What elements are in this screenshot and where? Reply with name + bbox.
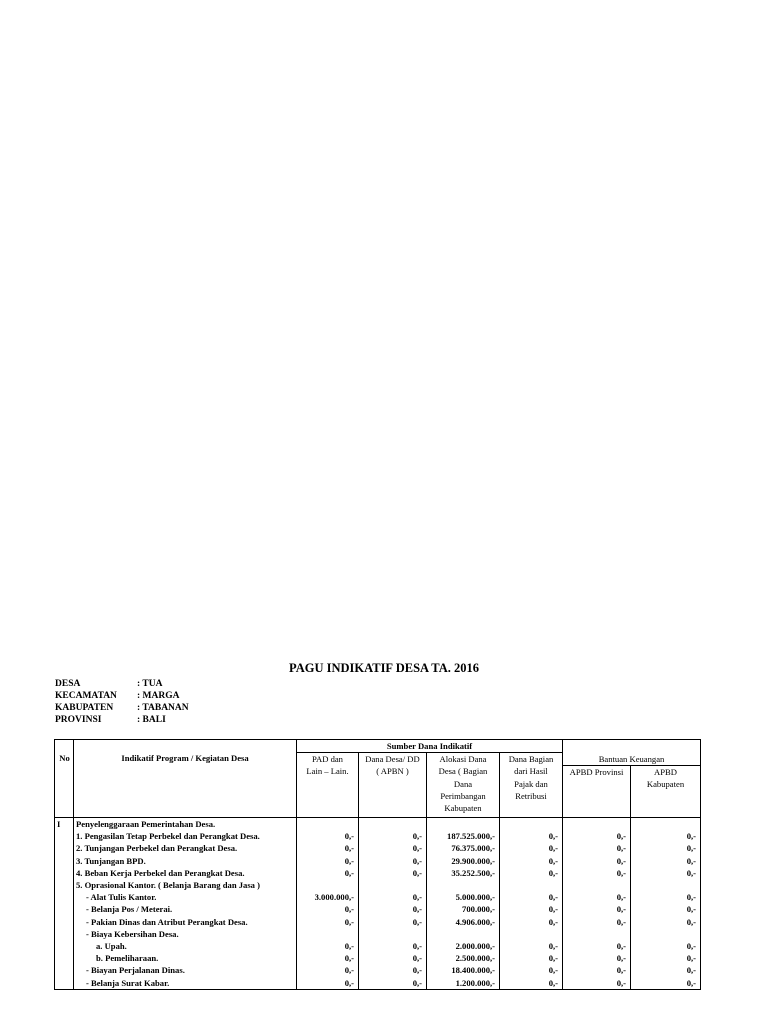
row-value: 0,-	[297, 952, 359, 964]
row-value: 29.900.000,-	[427, 855, 500, 867]
row-value: 0,-	[500, 916, 563, 928]
row-value	[359, 817, 427, 830]
row-value	[631, 817, 701, 830]
row-value: 0,-	[359, 916, 427, 928]
row-value: 0,-	[359, 964, 427, 976]
header-alokasi-line: Perimbangan	[440, 790, 486, 801]
row-value: 0,-	[563, 940, 631, 952]
row-number	[55, 842, 74, 854]
row-value: 4.906.000,-	[427, 916, 500, 928]
row-value: 1.200.000,-	[427, 977, 500, 990]
header-pad-line: Lain – Lain.	[306, 766, 349, 777]
row-value: 2.000.000,-	[427, 940, 500, 952]
row-value	[359, 879, 427, 891]
row-label: - Belanja Surat Kabar.	[74, 977, 297, 990]
table-body	[55, 817, 701, 989]
row-value: 5.000.000,-	[427, 891, 500, 903]
header-alokasi	[427, 753, 500, 818]
table-row	[55, 867, 701, 879]
row-value: 0,-	[359, 903, 427, 915]
row-label: b. Pemeliharaan.	[74, 952, 297, 964]
row-value: 0,-	[500, 867, 563, 879]
row-value	[427, 928, 500, 940]
header-apbd-kabupaten	[631, 765, 701, 817]
row-value: 0,-	[631, 977, 701, 990]
header-bagian	[500, 753, 563, 818]
header-dana-desa-line: ( APBN )	[376, 766, 409, 777]
table-row	[55, 940, 701, 952]
row-value	[427, 879, 500, 891]
row-value: 0,-	[631, 855, 701, 867]
row-label: - Biaya Kebersihan Desa.	[74, 928, 297, 940]
header-dana-desa	[359, 753, 427, 818]
row-value: 0,-	[297, 867, 359, 879]
identity-block	[55, 678, 189, 726]
table-row	[55, 891, 701, 903]
row-value: 0,-	[297, 916, 359, 928]
header-alokasi-line: Alokasi Dana	[439, 754, 487, 765]
identity-value: : MARGA	[137, 691, 180, 701]
row-value: 0,-	[631, 940, 701, 952]
row-value: 0,-	[631, 952, 701, 964]
row-value	[297, 817, 359, 830]
header-dana-desa-line: Dana Desa/ DD	[365, 754, 420, 765]
header-alokasi-line: Kabupaten	[444, 803, 482, 814]
row-value: 0,-	[631, 903, 701, 915]
table-row	[55, 855, 701, 867]
row-number	[55, 879, 74, 891]
row-number	[55, 903, 74, 915]
row-value: 76.375.000,-	[427, 842, 500, 854]
row-number: I	[55, 817, 74, 830]
row-value: 0,-	[563, 903, 631, 915]
identity-value: : TABANAN	[137, 703, 189, 713]
row-value: 0,-	[500, 940, 563, 952]
header-apbd-provinsi: APBD Provinsi	[563, 765, 631, 817]
header-pad-line: PAD dan	[312, 754, 343, 765]
header-bagian-line: Dana Bagian	[508, 754, 554, 765]
row-label: 4. Beban Kerja Perbekel dan Perangkat Desa.	[74, 867, 297, 879]
header-apbd-kab-line: Kabupaten	[646, 779, 685, 790]
row-label: a. Upah.	[74, 940, 297, 952]
table-row	[55, 916, 701, 928]
identity-label: PROVINSI	[55, 715, 102, 725]
table-row	[55, 817, 701, 830]
row-value: 0,-	[500, 830, 563, 842]
row-label: 3. Tunjangan BPD.	[74, 855, 297, 867]
row-value: 0,-	[500, 977, 563, 990]
table-row	[55, 977, 701, 990]
row-value: 0,-	[359, 977, 427, 990]
table-row	[55, 928, 701, 940]
document-title: PAGU INDIKATIF DESA TA. 2016	[289, 661, 479, 675]
row-label: 1. Pengasilan Tetap Perbekel dan Perangkat Desa.	[74, 830, 297, 842]
identity-label: KECAMATAN	[55, 691, 117, 701]
row-value: 0,-	[563, 977, 631, 990]
table-row	[55, 879, 701, 891]
identity-row-kabupaten	[55, 702, 189, 714]
row-value: 0,-	[297, 977, 359, 990]
row-label: 2. Tunjangan Perbekel dan Perangkat Desa.	[74, 842, 297, 854]
row-value	[563, 928, 631, 940]
row-value: 0,-	[631, 964, 701, 976]
table-row	[55, 842, 701, 854]
row-value: 0,-	[359, 940, 427, 952]
row-value: 0,-	[631, 916, 701, 928]
row-value: 0,-	[631, 830, 701, 842]
row-number	[55, 891, 74, 903]
identity-label: KABUPATEN	[55, 703, 114, 713]
row-value: 0,-	[631, 842, 701, 854]
identity-value: : TUA	[137, 679, 163, 689]
row-value: 0,-	[563, 830, 631, 842]
row-value: 0,-	[631, 891, 701, 903]
identity-value: : BALI	[137, 715, 166, 725]
header-alokasi-line: Dana	[453, 778, 473, 789]
row-value	[297, 928, 359, 940]
row-label: - Belanja Pos / Meterai.	[74, 903, 297, 915]
header-bagian-line: Pajak dan	[514, 778, 548, 789]
row-value: 0,-	[563, 952, 631, 964]
row-value: 0,-	[359, 952, 427, 964]
row-number	[55, 928, 74, 940]
row-value: 0,-	[500, 855, 563, 867]
identity-row-provinsi	[55, 714, 189, 726]
row-value	[500, 879, 563, 891]
row-value: 18.400.000,-	[427, 964, 500, 976]
row-value: 0,-	[500, 842, 563, 854]
row-value: 0,-	[500, 891, 563, 903]
row-value: 0,-	[359, 867, 427, 879]
row-value	[500, 928, 563, 940]
header-no: No	[55, 740, 74, 818]
identity-row-kecamatan	[55, 690, 189, 702]
pagu-table	[54, 739, 701, 990]
row-number	[55, 916, 74, 928]
row-value	[427, 817, 500, 830]
row-value: 0,-	[563, 855, 631, 867]
header-bagian-line: Retribusi	[515, 790, 547, 801]
row-number	[55, 977, 74, 990]
row-value: 0,-	[297, 903, 359, 915]
row-value: 0,-	[297, 940, 359, 952]
row-value: 0,-	[500, 952, 563, 964]
row-label: 5. Oprasional Kantor. ( Belanja Barang dan Jasa )	[74, 879, 297, 891]
row-value: 0,-	[563, 867, 631, 879]
row-label: - Biayan Perjalanan Dinas.	[74, 964, 297, 976]
row-value: 0,-	[297, 855, 359, 867]
row-value	[563, 817, 631, 830]
row-value	[297, 879, 359, 891]
header-apbd-kab-line: APBD	[654, 766, 677, 777]
row-number	[55, 940, 74, 952]
row-value: 0,-	[359, 842, 427, 854]
header-sumber-dana: Sumber Dana Indikatif	[297, 740, 563, 753]
row-number	[55, 952, 74, 964]
row-value: 187.525.000,-	[427, 830, 500, 842]
identity-label: DESA	[55, 679, 81, 689]
identity-row-desa	[55, 678, 189, 690]
table-row	[55, 964, 701, 976]
header-bagian-line: dari Hasil	[514, 766, 548, 777]
row-value: 0,-	[500, 964, 563, 976]
row-value	[631, 879, 701, 891]
row-value: 0,-	[297, 964, 359, 976]
row-label: - Alat Tulis Kantor.	[74, 891, 297, 903]
table-row	[55, 903, 701, 915]
row-value: 35.252.500,-	[427, 867, 500, 879]
row-value: 0,-	[359, 855, 427, 867]
row-value: 700.000,-	[427, 903, 500, 915]
row-value: 0,-	[359, 830, 427, 842]
table-row	[55, 952, 701, 964]
row-value: 2.500.000,-	[427, 952, 500, 964]
row-value: 0,-	[359, 891, 427, 903]
header-pad	[297, 753, 359, 818]
row-value: 0,-	[297, 842, 359, 854]
row-number	[55, 830, 74, 842]
row-label: - Pakian Dinas dan Atribut Perangkat Desa.	[74, 916, 297, 928]
row-value: 0,-	[563, 964, 631, 976]
row-value	[500, 817, 563, 830]
row-number	[55, 867, 74, 879]
row-value: 0,-	[631, 867, 701, 879]
row-value	[563, 879, 631, 891]
row-number	[55, 964, 74, 976]
row-number	[55, 855, 74, 867]
row-value: 0,-	[563, 842, 631, 854]
header-alokasi-line: Desa ( Bagian	[438, 766, 488, 777]
row-label: Penyelenggaraan Pemerintahan Desa.	[74, 817, 297, 830]
header-empty-cell	[563, 740, 701, 753]
row-value	[359, 928, 427, 940]
row-value: 0,-	[563, 891, 631, 903]
header-bantuan-keuangan: Bantuan Keuangan	[563, 753, 701, 766]
table-row	[55, 830, 701, 842]
row-value	[631, 928, 701, 940]
row-value: 0,-	[563, 916, 631, 928]
row-value: 0,-	[297, 830, 359, 842]
header-program: Indikatif Program / Kegiatan Desa	[74, 740, 297, 818]
row-value: 3.000.000,-	[297, 891, 359, 903]
row-value: 0,-	[500, 903, 563, 915]
